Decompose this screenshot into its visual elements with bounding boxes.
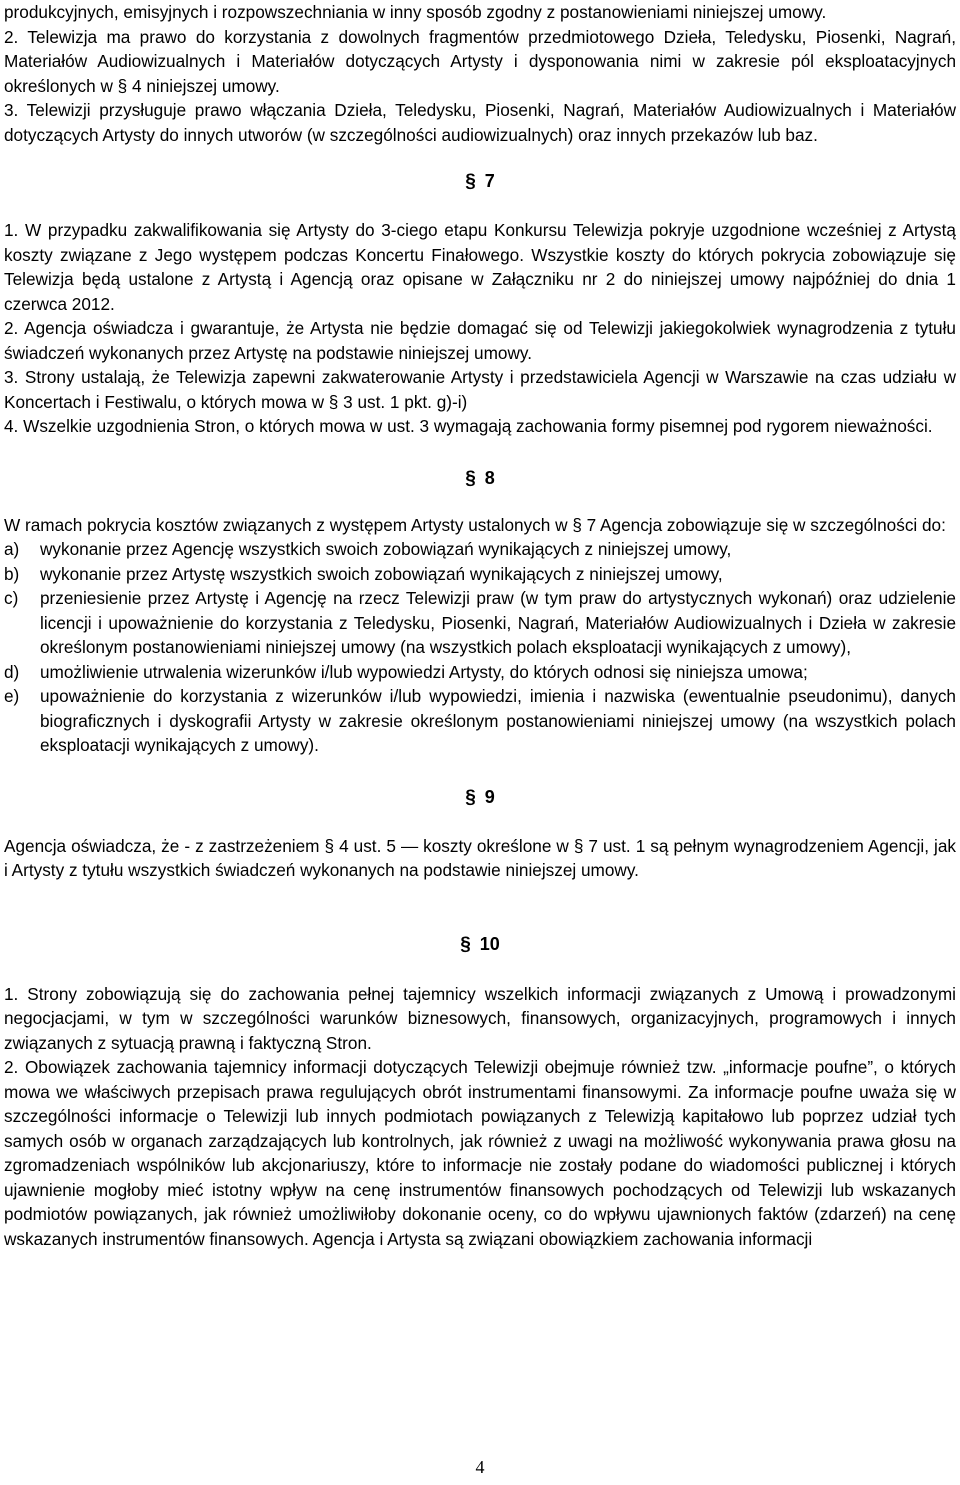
section-symbol: § [465, 171, 476, 192]
list-item-text: wykonanie przez Artystę wszystkich swoich zobowiązań wynikających z niniejszej umowy, [40, 563, 723, 584]
s8-list [4, 537, 956, 758]
section-heading-7 [4, 169, 956, 194]
list-item-letter: e) [4, 686, 20, 706]
s9-paragraph-1: Agencja oświadcza, że - z zastrzeżeniem § 4 ust. 5 — koszty określone w § 7 ust. 1 są pełnym wynagrodzeniem Agencji, jak i Artysty z tytułu wszystkich świadczeń wykonanych na podstawie niniejszej umowy. [4, 835, 956, 880]
section-heading-8 [4, 466, 956, 491]
list-item [4, 586, 956, 660]
section-symbol: § [460, 933, 471, 955]
paragraph-continuation: produkcyjnych, emisyjnych i rozpowszechniania w inny sposób zgodny z postanowieniami niniejszej umowy. [4, 2, 827, 22]
s7-paragraph-4: 4. Wszelkie uzgodnienia Stron, o których mowa w ust. 3 wymagają zachowania formy pisemnej pod rygorem nieważności. [4, 416, 933, 436]
page-number: 4 [475, 1457, 485, 1477]
list-item-letter: c) [4, 588, 19, 608]
list-item [4, 660, 956, 685]
section-heading-9 [4, 785, 956, 810]
s8-intro: W ramach pokrycia kosztów związanych z występem Artysty ustalonych w § 7 Agencja zobowiązuje się w szczególności do: [4, 514, 946, 535]
section-number: 8 [484, 467, 495, 488]
section-symbol: § [465, 467, 476, 489]
list-item-text: umożliwienie utrwalenia wizerunków i/lub wypowiedzi Artysty, do których odnosi się niniejsza umowa; [40, 661, 808, 682]
list-item-text: przeniesienie przez Artystę i Agencję na rzecz Telewizji praw (w tym praw do artystycznych wykonań) oraz udzielenie licencji i upoważnienie do korzystania z Teledysku, Piosenki, Nagrań, Materiałów Audiowizualnych i Dzieła w zakresie określonym postanowieniami niniejszej umowy (na wszystkich polach eksploatacji wynikających z umowy), [40, 588, 956, 657]
paragraph-2: 2. Telewizja ma prawo do korzystania z dowolnych fragmentów przedmiotowego Dzieła, Teledysku, Piosenki, Nagrań, Materiałów Audiowizualnych i Materiałów dotyczących Artysty i dysponowania nimi w zakresie pól eksploatacyjnych określonych w § 4 niniejszej umowy. [4, 26, 956, 96]
list-item-letter: b) [4, 563, 20, 584]
section-number: 7 [484, 171, 495, 191]
section-heading-10 [4, 932, 956, 957]
s7-paragraph-3: 3. Strony ustalają, że Telewizja zapewni zakwaterowanie Artysty i przedstawiciela Agencji w Warszawie na czas udziału w Koncertach i Festiwalu, o których mowa w § 3 ust. 1 pkt. g)-i) [4, 367, 956, 412]
list-item [4, 562, 956, 587]
list-item-letter: d) [4, 661, 20, 682]
list-item [4, 684, 956, 758]
section-symbol: § [465, 786, 476, 808]
list-item [4, 537, 956, 562]
s7-paragraph-1: 1. W przypadku zakwalifikowania się Artysty do 3-ciego etapu Konkursu Telewizja pokryje uzgodnione wcześniej z Artystą koszty związane z Jego występem podczas Koncertu Finałowego. Wszystkie koszty do których pokrycia zobowiązuje się Telewizja będą ustalone z Artystą i Agencją oraz opisane w Załączniku nr 2 do niniejszej umowy najpóźniej do dnia 1 czerwca 2012. [4, 220, 956, 314]
section-number: 9 [484, 786, 495, 807]
list-item-letter: a) [4, 539, 20, 559]
document-page [4, 0, 956, 1251]
list-item-text: upoważnienie do korzystania z wizerunków i/lub wypowiedzi, imienia i nazwiska (ewentualnie pseudonimu), danych biograficznych i dyskografii Artysty w zakresie określonym postanowieniami niniejszej umowy (na wszystkich polach eksploatacji wynikających z umowy). [40, 686, 956, 755]
s7-paragraph-2: 2. Agencja oświadcza i gwarantuje, że Artysta nie będzie domagać się od Telewizji jakiegokolwiek wynagrodzenia z tytułu świadczeń wykonanych przez Artystę na podstawie niniejszej umowy. [4, 318, 956, 363]
list-item-text: wykonanie przez Agencję wszystkich swoich zobowiązań wynikających z niniejszej umowy, [40, 539, 732, 559]
s10-paragraph-2: 2. Obowiązek zachowania tajemnicy informacji dotyczących Telewizji obejmuje również tzw. „informacje poufne”, o których mowa we właściwych przepisach prawa regulujących obrót instrumentami finansowymi. Za informacje poufne uważa się w szczególności informacje o Telewizji lub innych podmiotach powiązanych z Telewizją kapitałowo lub poprzez udział tych samych osób w organach zarządzających lub kontrolnych, jak również z uwagi na możliwość wykonywania prawa głosu na zgromadzeniach wspólników lub akcjonariuszy, które to informacje nie zostały podane do wiadomości publicznej i których ujawnienie mogłoby mieć istotny wpływ na cenę instrumentów finansowych pochodzących od Telewizji lub wskazanych podmiotów powiązanych, jak również umożliwiłoby dokonanie oceny, co do wpływu ujawnionych faktów (zdarzeń) na cenę wskazanych instrumentów finansowych. Agencja i Artysta są związani obowiązkiem zachowania informacji [4, 1057, 956, 1249]
section-number: 10 [479, 933, 500, 954]
s10-paragraph-1: 1. Strony zobowiązują się do zachowania pełnej tajemnicy wszelkich informacji związanych z Umową i prowadzonymi negocjacjami, w tym w szczególności warunków biznesowych, finansowych, organizacyjnych, programowych i innych związanych z sytuacją prawną i faktyczną Stron. [4, 983, 956, 1053]
paragraph-3: 3. Telewizji przysługuje prawo włączania Dzieła, Teledysku, Piosenki, Nagrań, Materiałów Audiowizualnych i Materiałów dotyczących Artysty do innych utworów (w szczególności audiowizualnych) oraz innych przekazów lub baz. [4, 100, 956, 145]
